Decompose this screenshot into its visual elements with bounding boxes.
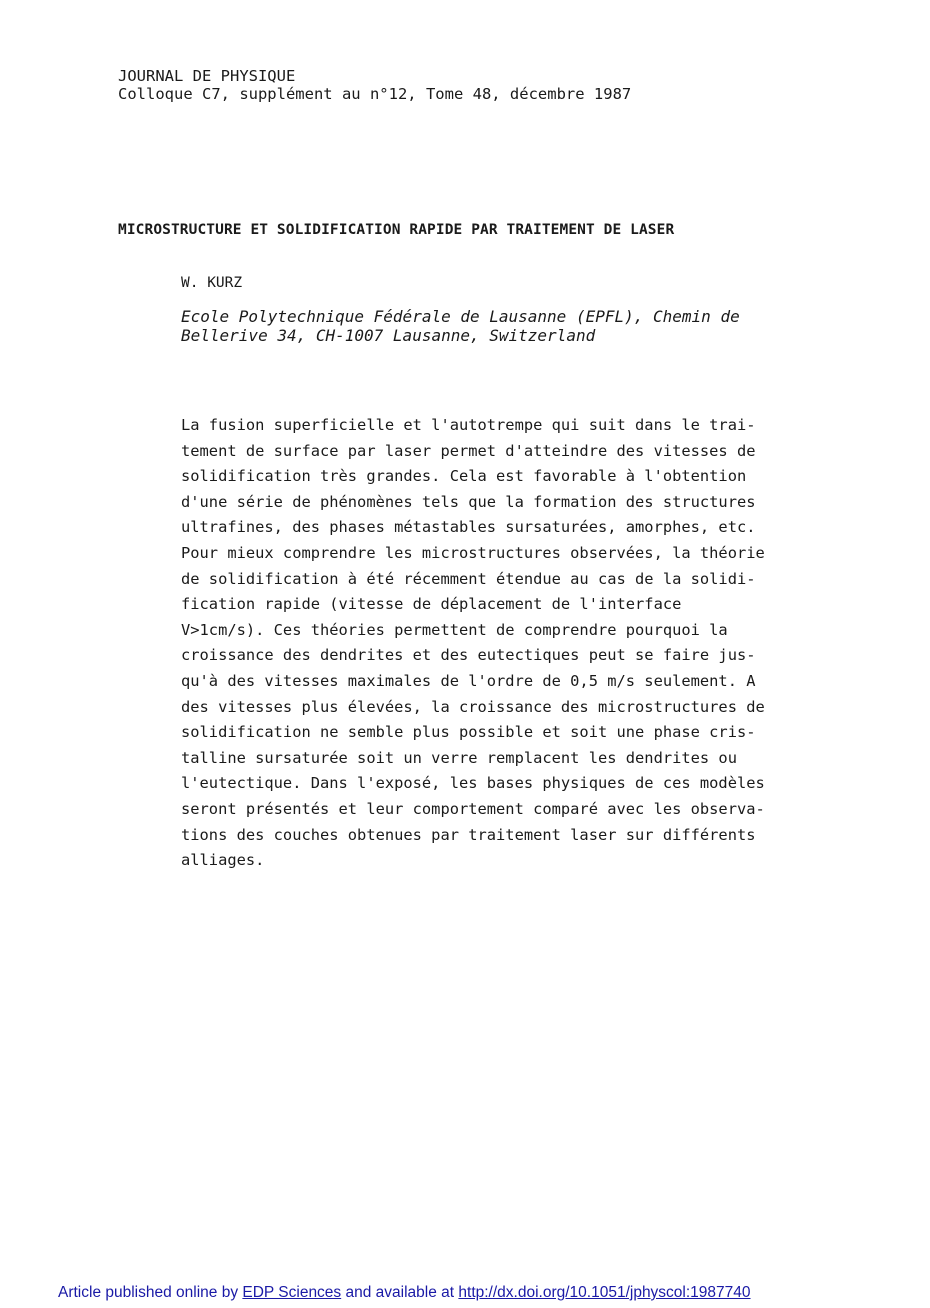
author-affiliation — [181, 307, 740, 345]
abstract-line: solidification très grandes. Cela est favorable à l'obtention — [181, 467, 747, 486]
footer-middle: and available at — [341, 1284, 459, 1301]
abstract-line: croissance des dendrites et des eutectiques peut se faire jus- — [181, 646, 756, 665]
article-title: MICROSTRUCTURE ET SOLIDIFICATION RAPIDE PAR TRAITEMENT DE LASER — [118, 222, 675, 238]
abstract-line: La fusion superficielle et l'autotrempe qui suit dans le trai- — [181, 416, 756, 434]
abstract-line: qu'à des vitesses maximales de l'ordre de 0,5 m/s seulement. A — [181, 671, 756, 690]
abstract — [181, 413, 846, 874]
affiliation-line: Bellerive 34, CH-1007 Lausanne, Switzerland — [181, 326, 596, 345]
abstract-line: d'une série de phénomènes tels que la formation des structures — [181, 492, 756, 511]
abstract-line: des vitesses plus élevées, la croissance des microstructures de — [181, 697, 765, 716]
abstract-line: l'eutectique. Dans l'exposé, les bases physiques de ces modèles — [181, 774, 765, 793]
abstract-line: V>1cm/s). Ces théories permettent de comprendre pourquoi la — [181, 620, 728, 639]
abstract-line: tement de surface par laser permet d'atteindre des vitesses de — [181, 441, 756, 460]
abstract-line: talline sursaturée soit un verre remplacent les dendrites ou — [181, 748, 737, 767]
issue-info: Colloque C7, supplément au n°12, Tome 48, décembre 1987 — [118, 85, 632, 103]
abstract-line: solidification ne semble plus possible et soit une phase cris- — [181, 723, 756, 742]
abstract-line: ultrafines, des phases métastables sursaturées, amorphes, etc. — [181, 518, 756, 537]
journal-name: JOURNAL DE PHYSIQUE — [118, 67, 296, 85]
author-name: W. KURZ — [181, 275, 243, 291]
publisher-link[interactable]: EDP Sciences — [242, 1284, 342, 1301]
footer-prefix: Article published online by — [58, 1284, 243, 1301]
affiliation-line: Ecole Polytechnique Fédérale de Lausanne (EPFL), Chemin de — [181, 307, 740, 326]
abstract-line: alliages. — [181, 851, 265, 870]
abstract-line: tions des couches obtenues par traitement laser sur différents — [181, 825, 756, 844]
doi-link[interactable]: http://dx.doi.org/10.1051/jphyscol:1987740 — [458, 1284, 751, 1301]
abstract-line: seront présentés et leur comportement comparé avec les observa- — [181, 799, 765, 818]
abstract-line: Pour mieux comprendre les microstructures observées, la théorie — [181, 543, 765, 562]
abstract-line: de solidification à été récemment étendue au cas de la solidi- — [181, 569, 756, 588]
journal-header — [118, 67, 631, 103]
publication-footer — [58, 1284, 751, 1302]
abstract-line: fication rapide (vitesse de déplacement de l'interface — [181, 595, 682, 614]
